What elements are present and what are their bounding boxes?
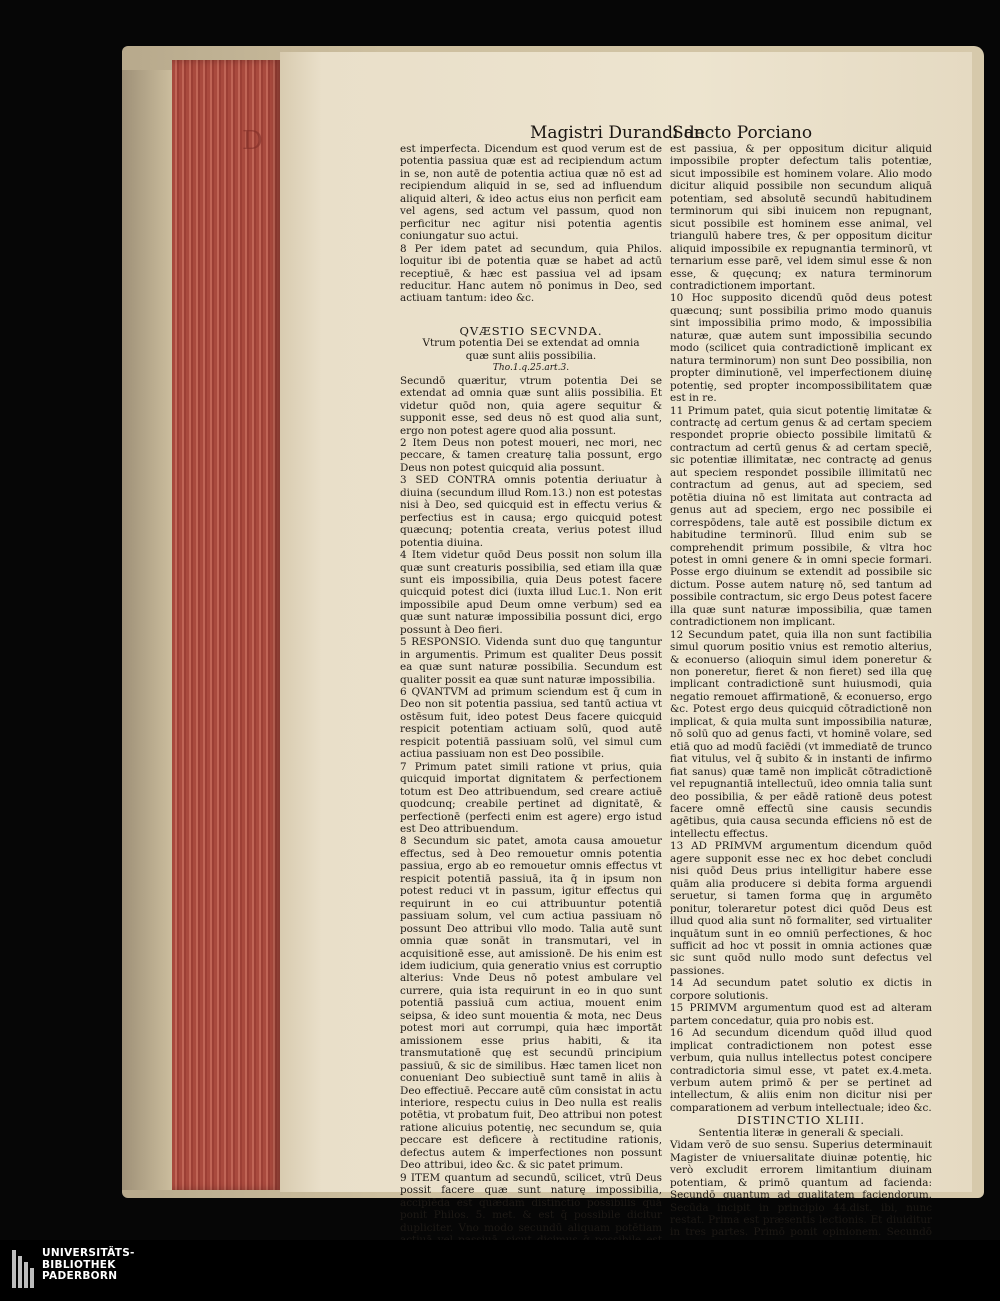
paragraph: Secundō quæritur, vtrum potentia Dei se extendat ad omnia quæ sunt aliis possibilia. Et videtur quōd non, quia agere sequitur & supponit esse, sed deus nō est quod alia sunt, ergo non potest agere quod alia possunt. (400, 374, 662, 437)
paragraph: 9 ITEM quantum ad secundū, scilicet, vtrū Deus possit facere quæ sunt naturę impossibilia, accipiēda est quædam distinctio possibilis quā ponit Philos. 5. met. & est q̄ possibile dicitur dupliciter. Vno modo secundū aliquam potētiam (400, 1171, 662, 1234)
paragraph: 11 Primum patet, quia sicut potentię limitatæ & contractę ad certum genus & ad certam speciem respondet proprie obiecto possibile limitatū & contractum ad certū genus & ad certam speciē, sic potentiæ illimitatæ, nec contractę ad genus aut speciem respondet possibile illimitatū nec contractum ad genus, aut ad speciem, sed potētia diuina nō est limitata aut contracta ad genus aut ad speciem, ergo nec possibile ei correspōdens, tale autē est possibile dictum ex habitudine terminorū. Illud enim sub se comprehendit primum possibile, & vltra hoc potest in omni genere & in omni specie formari. Posse ergo diuinum se extendit ad possibile sic dictum. Posse autem naturę nō, sed tantum ad possibile contractum, sic ergo Deus potest facere illa quæ sunt naturæ impossibilia, quæ tamen contradictionem non implicant. (670, 404, 932, 629)
question-subtitle: Vtrum potentia Dei se extendat ad omnia quæ sunt aliis possibilia. (422, 337, 640, 362)
paragraph: 10 Hoc supposito dicendū quōd deus potest quæcunq; sunt possibilia primo modo quanuis sint impossibilia primo modo, & impossibilia naturæ, quæ autem sunt impossibilia secundo modo (scilicet quia contradictionē implicant ex natura terminorum) non sunt Deo possibilia, non propter diminutionē, vel imperfectionem diuinę potentię, sed propter incompossibilitatem quæ est in re. (670, 292, 932, 405)
question-title: QVÆSTIO SECVNDA. (459, 323, 603, 338)
distinction-subtitle: Sententia literæ in generali & speciali. (698, 1126, 904, 1139)
paragraph: 7 Primum patet simili ratione vt prius, quia quicquid importat dignitatem & perfectionem totum est Deo attribuendum, sed creare actiuē quodcunq; creabile pertinet ad dignitatē, & perfectionē (perfecti enim est agere) ergo istud est Deo attribuendum. (400, 760, 662, 836)
paragraph: 2 Item Deus non potest moueri, nec mori, nec peccare, & tamen creaturę talia possunt, ergo Deus non potest quicquid alia possunt. (400, 436, 662, 474)
paragraph: 6 QVANTVM ad primum sciendum est q̄ cum in Deo non sit potentia passiua, sed tantū actiua vt ostēsum fuit, ideo potest Deus facere quicquid respicit potentiam actiuam solū, quod autē respicit potentiā passiuam solū, vel simul cum actiua passiuam non est Deo possibile. (400, 686, 662, 761)
paragraph: 8 Secundum sic patet, amota causa amouetur effectus, sed à Deo remouetur omnis potentia passiua, ergo ab eo remouetur omnis effectus vt respicit potentiā passiuā, ita q̄ in ipsum non potest reduci vt in passum, igitur effectus qui requirunt in eo cui attribuuntur potentiā passiuam solum, vel cum actiua passiuam nō possunt Deo attribui vllo modo. Talia autē sunt omnia quæ sonāt in transmutari, vel in acquisitionē esse, aut amissionē. De his enim est idem iudicium, quia generatio vnius est corruptio alterius: Vnde Deus nō potest ambulare vel currere, quia ista requirunt in eo in quo sunt potentiā passiuā cum actiua, mouent enim seipsa, & ideo sunt mouentia & mota, nec Deus potest mori aut corrumpi, quia hæc importāt amissionem esse prius habiti, & ita transmutationē quę est secundū principium passiuū, & sic de similibus. Hæc tamen licet non conueniant Deo subiectiuē sunt tamē in aliis à Deo effectiuē. Peccare autē cūm consistat in actu interiore, respectu cuius in Deo nulla est realis potētia, vt probatum fuit, Deo attribui non potest ratione alicuius potentię, nec secundum se, quia peccare est deficere à rectitudine rationis, defectus autem & imperfectiones non possunt Deo attribui, ideo &c. & sic patet primum. (400, 835, 662, 1172)
paragraph: 13 AD PRIMVM argumentum dicendum quōd agere supponit esse nec ex hoc debet concludi nisi quōd Deus prius intelligitur habere esse quām alia producere si debita forma arguendi seruetur, si tamen forma quę in argumēto ponitur, toleraretur potest dici quōd Deus est illud quod alia sunt nō formaliter, sed virtualiter inquātum sunt in eo omniū perfectiones, & hoc sufficit ad hoc vt possit in omnia actiones quæ sic sunt quōd nullo modo sunt defectus vel passiones. (670, 840, 932, 977)
library-brand (42, 1248, 135, 1283)
running-head-right: Sancto Porciano (672, 123, 813, 143)
text-column-left (400, 143, 662, 1284)
brand-line: PADERBORN (42, 1270, 118, 1282)
question-reference: Tho.1.q.25.art.3. (492, 363, 570, 374)
distinction-text: Vidam verō de suo sensu. Superius determinauit Magister de vniuersalitate diuinæ potentię, hic verò excludit errorem limitantium diuinam potentiam, & primō quantum ad facienda: Secundō quantum ad qualitatem faciendorum. Secūda incipit in principio 44.dist. ibi, nunc restat. Prima est præsentis lectionis. Et diuiditur in tres partes. Primō ponit opinionem. Secundō (670, 1139, 932, 1239)
paragraph: est passiua, & per oppositum dicitur aliquid impossibile propter defectum talis potentiæ, sicut impossibile est hominem volare. Alio modo dicitur aliquid possibile non secundum aliquā potentiam, sed absolutē secundū habitudinem terminorum qui sibi inuicem non repugnant, sicut possibile est hominem esse animal, vel triangulū habere tres, & per oppositum dicitur aliquid impossibile ex repugnantia terminorū, vt ternarium esse parē, vel idem simul esse & non esse, & quęcunq; ex natura terminorum contradictionem important. (670, 143, 932, 292)
paragraph: est imperfecta. Dicendum est quod verum est de potentia passiua quæ est ad recipiendum actum in se, non autē de potentia actiua quæ nō est ad recipiendum aliquid in se, sed ad influendum aliquid alteri, & ideo actus eius non perficit eam vel agens, sed actum vel passum, quod non perficitur nec agitur nisi potentia agentis coniungatur suo actui. (400, 143, 662, 243)
paragraph: 8 Per idem patet ad secundum, quia Philos. loquitur ibi de potentia quæ se habet ad actū receptiuē, & hæc est passiua vel ad ipsam reducitur. Hanc autem nō ponimus in Deo, sed actiuam tantum: ideo &c. (400, 242, 662, 305)
paragraph: 15 PRIMVM argumentum quod est ad alteram partem concedatur, quia pro nobis est. (670, 1002, 932, 1027)
red-page-edges (172, 60, 282, 1190)
footer-bar (0, 1240, 1000, 1299)
paragraph: 12 Secundum patet, quia illa non sunt factibilia simul quorum positio vnius est remotio alterius, & econuerso (alioquin simul idem poneretur & non poneretur, fieret & non fieret) sed illa quę implicant contradictionē sunt huiusmodi, quia negatio remouet affirmationē, & econuerso, ergo &c. Potest ergo deus quicquid cōtradictionē non implicat, & quia multa sunt impossibilia naturæ, nō solū quo ad genus facti, vt hominē volare, sed etiā quo ad modū faciēdi (vt immediatē de trunco fiat vitulus, vel q̄ subito & in instanti de infirmo fiat sanus) quæ tamē non implicāt cōtradictionē vel repugnantiā intellectuū, ideo omnia talia sunt deo possibilia, & per eādē rationē deus potest facere omnē effectū sine causis secundis agētibus, quia causa secunda efficiens nō est de intellectu effectus. (670, 628, 932, 840)
paragraph: 14 Ad secundum patet solutio ex dictis in corpore solutionis. (670, 977, 932, 1002)
brand-line: BIBLIOTHEK (42, 1258, 116, 1271)
text-column-right (670, 143, 932, 1301)
running-head-left: Magistri Durandi de (530, 123, 705, 143)
paragraph: 3 SED CONTRA omnis potentia deriuatur à diuina (secundum illud Rom.13.) non est potestas nisi à Deo, sed quicquid est in effectu verius & perfectius est in causa; ergo quicquid potest quæcunq; potentia creata, verius potest illud potentia diuina. (400, 474, 662, 549)
paragraph: 16 Ad secundum dicendum quōd illud quod implicat contradictionem non potest esse verbum, quia nullus intellectus potest concipere contradictoria simul esse, vt patet ex.4.meta. verbum autem primō & per se pertinet ad intellectum, & aliis enim non dicitur nisi per comparationem ad verbum intellectuale; ideo &c. (670, 1027, 932, 1114)
brand-line: UNIVERSITÄTS- (42, 1247, 135, 1259)
book-binding (122, 70, 174, 1190)
distinction-title: DISTINCTIO XLIII. (736, 1113, 866, 1128)
paragraph: 4 Item videtur quōd Deus possit non solum illa quæ sunt creaturis possibilia, sed etiam illa quæ sunt eis impossibilia, quia Deus potest facere quicquid potest dici (iuxta illud Luc.1. Non erit impossibile apud Deum omne verbum) sed ea quæ sunt naturæ impossibilia possunt dici, ergo possunt à Deo fieri. (400, 549, 662, 636)
library-stamp: D (242, 126, 263, 156)
library-logo-icon (12, 1250, 34, 1288)
paragraph: 5 RESPONSIO. Videnda sunt duo quę tanguntur in argumentis. Primum est qualiter Deus possit ea quæ sunt naturæ possibilia. Secundum est qualiter possit ea quæ sunt naturæ impossibilia. (400, 636, 662, 686)
